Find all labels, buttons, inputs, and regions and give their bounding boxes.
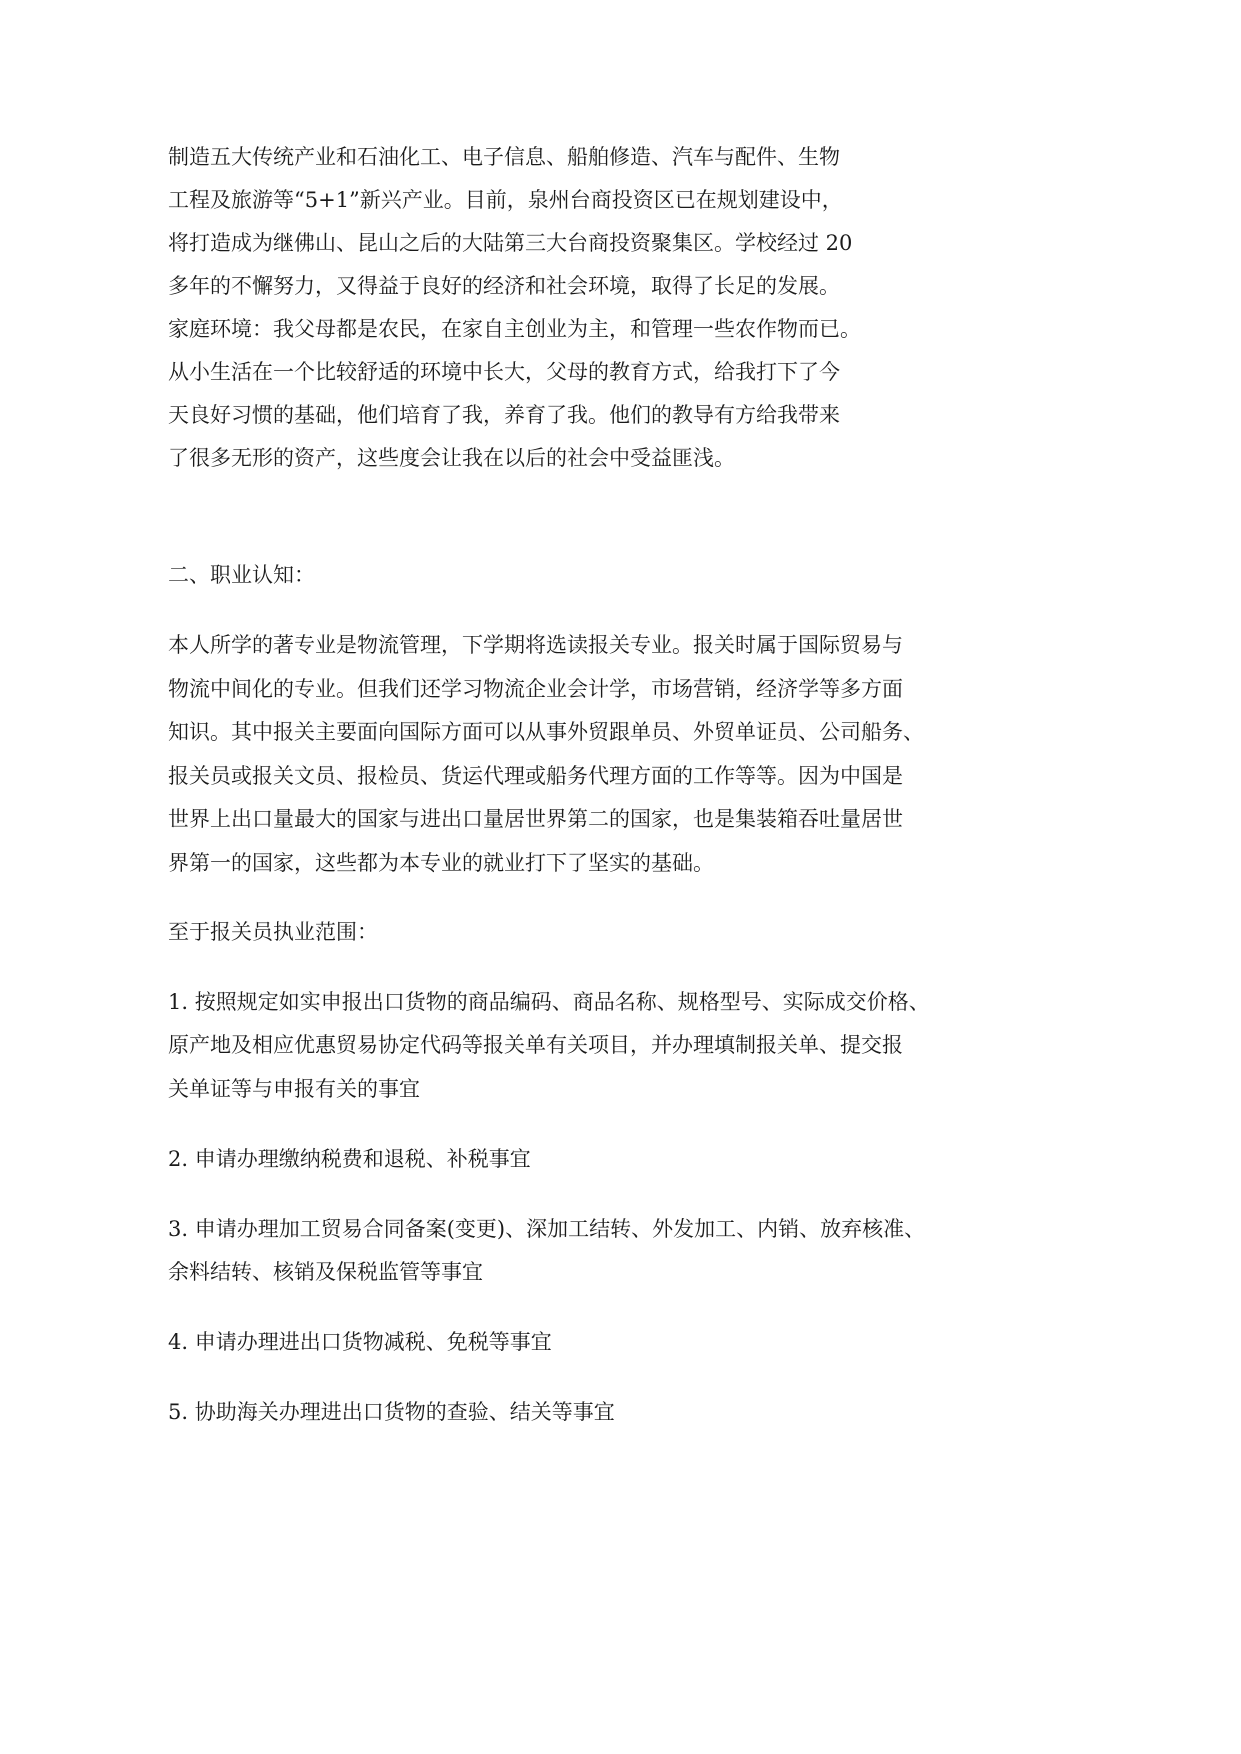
text-line: 了很多无形的资产，这些度会让我在以后的社会中受益匪浅。: [168, 446, 735, 470]
text-line: 天良好习惯的基础，他们培育了我，养育了我。他们的教导有方给我带来: [168, 403, 840, 427]
text-line: 报关员或报关文员、报检员、货运代理或船务代理方面的工作等等。因为中国是: [168, 764, 903, 788]
text-line: 家庭环境：我父母都是农民，在家自主创业为主，和管理一些农作物而已。: [168, 317, 861, 341]
text-line: 关单证等与申报有关的事宜: [168, 1077, 420, 1101]
text-line: 2. 申请办理缴纳税费和退税、补税事宜: [168, 1147, 531, 1171]
text-line: 从小生活在一个比较舒适的环境中长大，父母的教育方式，给我打下了今: [168, 360, 840, 384]
text-line: 多年的不懈努力，又得益于良好的经济和社会环境，取得了长足的发展。: [168, 274, 840, 298]
text-line: 余料结转、核销及保税监管等事宜: [168, 1260, 483, 1284]
text-line: 物流中间化的专业。但我们还学习物流企业会计学，市场营销，经济学等多方面: [168, 677, 903, 701]
text-line: 工程及旅游等“5+1”新兴产业。目前，泉州台商投资区已在规划建设中，: [168, 188, 843, 212]
text-line: 5. 协助海关办理进出口货物的查验、结关等事宜: [168, 1400, 615, 1424]
text-line: 1. 按照规定如实申报出口货物的商品编码、商品名称、规格型号、实际成交价格、: [168, 990, 930, 1014]
scope-heading: 至于报关员执业范围：: [168, 920, 378, 944]
text-line: 3. 申请办理加工贸易合同备案(变更)、深加工结转、外发加工、内销、放弃核准、: [168, 1217, 926, 1241]
text-line: 知识。其中报关主要面向国际方面可以从事外贸跟单员、外贸单证员、公司船务、: [168, 720, 924, 744]
text-line: 世界上出口量最大的国家与进出口量居世界第二的国家，也是集装箱吞吐量居世: [168, 807, 903, 831]
text-line: 原产地及相应优惠贸易协定代码等报关单有关项目，并办理填制报关单、提交报: [168, 1033, 903, 1057]
text-line: 界第一的国家，这些都为本专业的就业打下了坚实的基础。: [168, 851, 714, 875]
text-line: 4. 申请办理进出口货物减税、免税等事宜: [168, 1330, 552, 1354]
text-line: 将打造成为继佛山、昆山之后的大陆第三大台商投资聚集区。学校经过 20: [168, 231, 853, 255]
section-heading: 二、职业认知：: [168, 563, 315, 587]
text-line: 制造五大传统产业和石油化工、电子信息、船舶修造、汽车与配件、生物: [168, 145, 840, 169]
text-line: 本人所学的著专业是物流管理，下学期将选读报关专业。报关时属于国际贸易与: [168, 633, 903, 657]
